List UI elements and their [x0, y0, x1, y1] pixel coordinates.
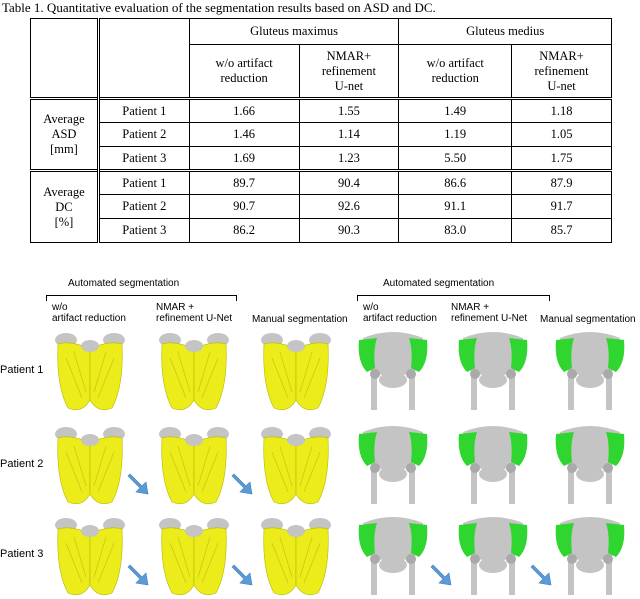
column-header: NMAR + refinement U-Net: [156, 302, 233, 324]
value-cell: 91.7: [512, 195, 612, 219]
corner-cell-2: [98, 19, 189, 99]
value-cell: 90.7: [189, 195, 299, 219]
table-row: [31, 195, 612, 219]
table-row: [31, 171, 612, 195]
row-label-patient-3: Patient 3: [0, 548, 44, 560]
method-header: w/o artifact reduction: [189, 45, 299, 99]
highlight-arrow-icon: [429, 563, 457, 587]
patient-cell: Patient 2: [98, 123, 189, 147]
gluteus-medius-render-patient-1: [552, 328, 628, 414]
gluteus-maximus-render-patient-3: [258, 513, 334, 599]
highlight-arrow-icon: [126, 472, 154, 496]
gluteus-maximus-render-patient-3: [156, 513, 232, 599]
metric-label: Average ASD [mm]: [31, 99, 99, 171]
column-header: Manual segmentation: [252, 314, 348, 325]
highlight-arrow-icon: [230, 563, 258, 587]
gluteus-maximus-render-patient-2: [156, 422, 232, 508]
gluteus-medius-render-patient-2: [355, 422, 431, 508]
value-cell: 1.69: [189, 147, 299, 171]
gluteus-medius-render-patient-2: [455, 422, 531, 508]
table-row: [31, 219, 612, 243]
highlight-arrow-icon: [126, 563, 154, 587]
automated-label-left: Automated segmentation: [68, 278, 180, 289]
value-cell: 5.50: [399, 147, 512, 171]
automated-bracket-left: [46, 295, 237, 296]
value-cell: 92.6: [299, 195, 399, 219]
patient-cell: Patient 3: [98, 147, 189, 171]
gluteus-maximus-render-patient-2: [52, 422, 128, 508]
gluteus-medius-render-patient-3: [455, 513, 531, 599]
value-cell: 1.75: [512, 147, 612, 171]
table-row: [31, 99, 612, 123]
value-cell: 1.19: [399, 123, 512, 147]
gluteus-maximus-render-patient-3: [52, 513, 128, 599]
gluteus-medius-render-patient-1: [455, 328, 531, 414]
corner-cell: [31, 19, 99, 99]
patient-cell: Patient 1: [98, 99, 189, 123]
column-header: NMAR + refinement U-Net: [451, 302, 528, 324]
gluteus-maximus-render-patient-2: [258, 422, 334, 508]
value-cell: 1.18: [512, 99, 612, 123]
value-cell: 1.55: [299, 99, 399, 123]
results-table: [30, 18, 612, 243]
metric-label: Average DC [%]: [31, 171, 99, 243]
patient-cell: Patient 3: [98, 219, 189, 243]
value-cell: 86.6: [399, 171, 512, 195]
method-header: w/o artifact reduction: [399, 45, 512, 99]
group-header: Gluteus medius: [399, 19, 612, 45]
group-header: Gluteus maximus: [189, 19, 399, 45]
patient-cell: Patient 2: [98, 195, 189, 219]
value-cell: 1.14: [299, 123, 399, 147]
row-label-patient-2: Patient 2: [0, 458, 44, 470]
gluteus-medius-render-patient-2: [552, 422, 628, 508]
value-cell: 1.46: [189, 123, 299, 147]
segmentation-figure: [0, 268, 640, 599]
gluteus-medius-render-patient-3: [355, 513, 431, 599]
value-cell: 1.05: [512, 123, 612, 147]
gluteus-maximus-render-patient-1: [52, 328, 128, 414]
highlight-arrow-icon: [529, 563, 557, 587]
value-cell: 86.2: [189, 219, 299, 243]
automated-label-right: Automated segmentation: [383, 278, 495, 289]
gluteus-maximus-render-patient-1: [156, 328, 232, 414]
table-row: [31, 123, 612, 147]
value-cell: 83.0: [399, 219, 512, 243]
patient-cell: Patient 1: [98, 171, 189, 195]
column-header: w/o artifact reduction: [363, 302, 437, 324]
automated-bracket-right: [357, 295, 550, 296]
row-label-patient-1: Patient 1: [0, 364, 44, 376]
value-cell: 87.9: [512, 171, 612, 195]
value-cell: 85.7: [512, 219, 612, 243]
gluteus-medius-render-patient-3: [552, 513, 628, 599]
gluteus-maximus-render-patient-1: [258, 328, 334, 414]
value-cell: 1.23: [299, 147, 399, 171]
value-cell: 90.4: [299, 171, 399, 195]
value-cell: 1.49: [399, 99, 512, 123]
method-header: NMAR+ refinement U-net: [512, 45, 612, 99]
value-cell: 91.1: [399, 195, 512, 219]
highlight-arrow-icon: [230, 472, 258, 496]
method-header: NMAR+ refinement U-net: [299, 45, 399, 99]
value-cell: 1.66: [189, 99, 299, 123]
table-caption: Table 1. Quantitative evaluation of the segmentation results based on ASD and DC.: [2, 0, 436, 15]
table-row: [31, 147, 612, 171]
value-cell: 90.3: [299, 219, 399, 243]
gluteus-medius-render-patient-1: [355, 328, 431, 414]
value-cell: 89.7: [189, 171, 299, 195]
column-header: Manual segmentation: [540, 314, 636, 325]
column-header: w/o artifact reduction: [52, 302, 126, 324]
